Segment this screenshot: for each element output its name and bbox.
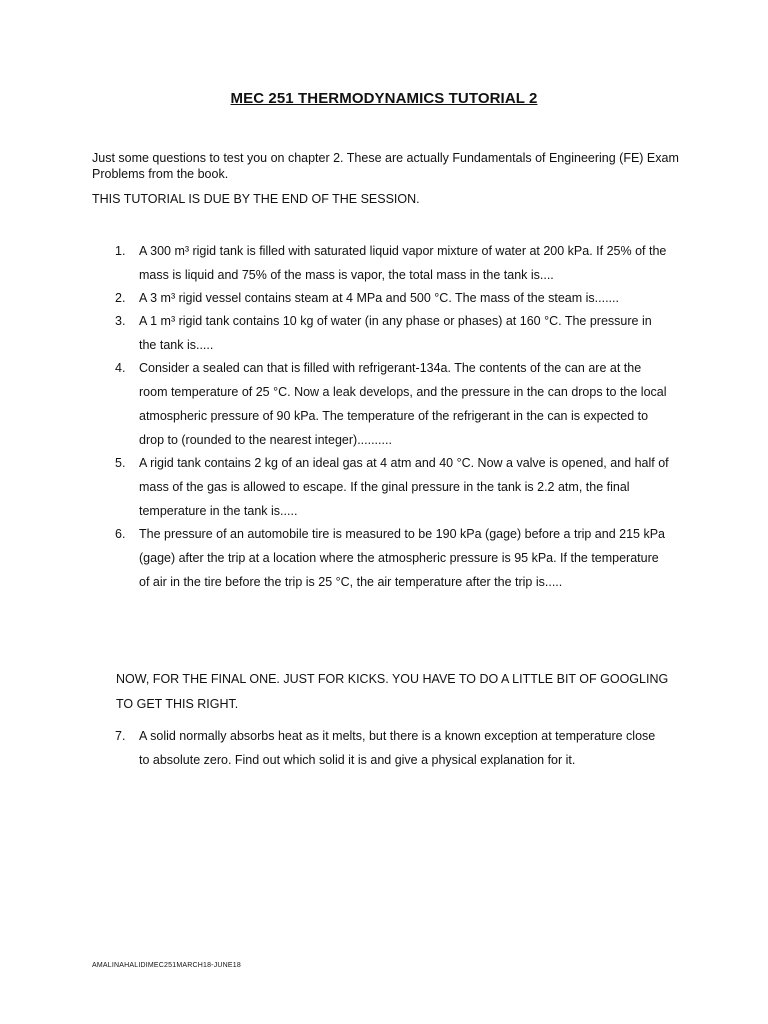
question-item bbox=[0, 356, 669, 452]
footer-text: AMALINAHALIDIMEC251MARCH18-JUNE18 bbox=[92, 962, 241, 969]
question-number: 6. bbox=[115, 527, 126, 541]
question-number: 3. bbox=[115, 314, 126, 328]
question-item bbox=[0, 309, 669, 357]
question-text: The pressure of an automobile tire is measured to be 190 kPa (gage) before a trip and 215 kPa (gage) after the trip at a location where the atmospheric pressure is 95 kPa. If the temperature of air in the tire before the trip is 25 °C, the air temperature after the trip is..... bbox=[139, 527, 666, 589]
question-text: A 300 m³ rigid tank is filled with saturated liquid vapor mixture of water at 200 kPa. If 25% of the mass is liquid and 75% of the mass is vapor, the total mass in the tank is.... bbox=[139, 244, 667, 282]
question-number: 2. bbox=[115, 291, 126, 305]
question-number: 5. bbox=[115, 456, 126, 470]
question-text: A 1 m³ rigid tank contains 10 kg of water (in any phase or phases) at 160 °C. The pressure in the tank is..... bbox=[139, 314, 652, 352]
final-question bbox=[0, 725, 768, 772]
question-text: A 3 m³ rigid vessel contains steam at 4 MPa and 500 °C. The mass of the steam is....... bbox=[139, 291, 619, 305]
document-title: MEC 251 THERMODYNAMICS TUTORIAL 2 bbox=[230, 90, 538, 107]
question-item bbox=[0, 724, 669, 772]
question-number: 7. bbox=[115, 729, 126, 743]
intro-paragraph: Just some questions to test you on chapter 2. These are actually Fundamentals of Engineering (FE) Exam Problems from the book. bbox=[92, 151, 679, 181]
question-text: A rigid tank contains 2 kg of an ideal gas at 4 atm and 40 °C. Now a valve is opened, and half of mass of the gas is allowed to escape. If the ginal pressure in the tank is 2.2 atm, the final temperature in the tank is..... bbox=[139, 456, 669, 518]
question-number: 4. bbox=[115, 361, 126, 375]
question-text: Consider a sealed can that is filled with refrigerant-134a. The contents of the can are at the room temperature of 25 °C. Now a leak develops, and the pressure in the can drops to the local atmospheric pressure of 90 kPa. The temperature of the refrigerant in the can is expected to drop to (rounded to the nearest integer).......... bbox=[139, 361, 667, 447]
due-notice: THIS TUTORIAL IS DUE BY THE END OF THE SESSION. bbox=[92, 192, 420, 206]
question-number: 1. bbox=[115, 244, 126, 258]
question-list bbox=[0, 240, 768, 594]
question-item bbox=[0, 239, 669, 287]
question-text: A solid normally absorbs heat as it melts, but there is a known exception at temperature close to absolute zero. Find out which solid it is and give a physical explanation for it. bbox=[139, 729, 656, 767]
question-item bbox=[0, 451, 669, 523]
final-note: NOW, FOR THE FINAL ONE. JUST FOR KICKS. YOU HAVE TO DO A LITTLE BIT OF GOOGLING TO GET THIS RIGHT. bbox=[116, 672, 669, 711]
question-item bbox=[0, 522, 669, 594]
question-item bbox=[0, 286, 669, 310]
